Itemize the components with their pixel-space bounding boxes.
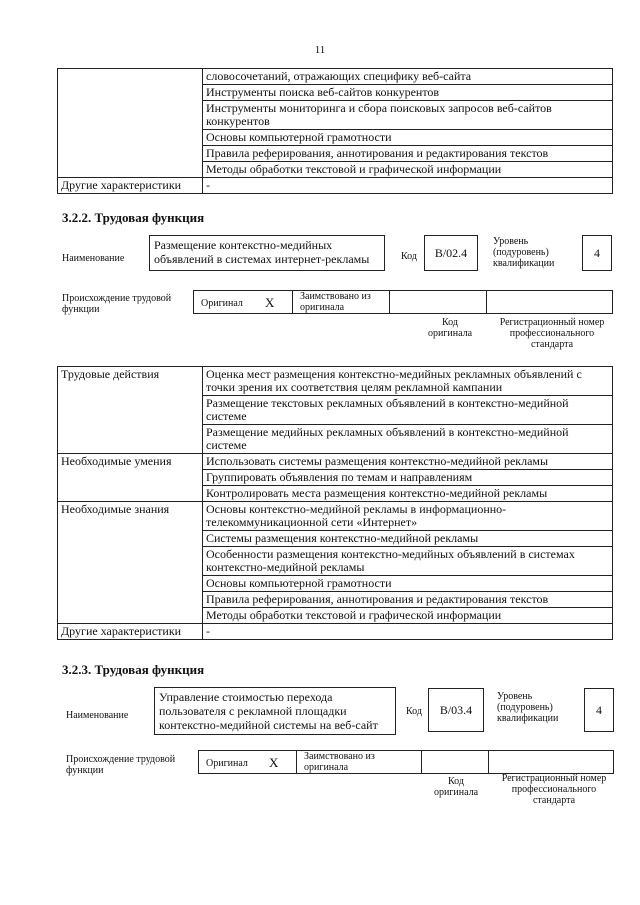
function-name: Управление стоимостью перехода пользователя с рекламной площадки контекстно-медийной системы на веб-сайт (154, 687, 396, 735)
level-label: Уровень (подуровень) квалификации (493, 236, 555, 269)
other-value: - (203, 624, 613, 640)
top-table (57, 68, 613, 194)
page-number: 11 (314, 44, 326, 56)
table-row: Контролировать места размещения контекстно-медийной рекламы (203, 486, 613, 502)
table-row: Инструменты поиска веб-сайтов конкурентов (203, 85, 613, 101)
code-value: B/03.4 (428, 688, 484, 732)
other-label: Другие характеристики (58, 178, 203, 194)
table-row: Оценка мест размещения контекстно-медийных рекламных объявлений с точки зрения их соответствия целям рекламной кампании (203, 367, 613, 396)
other-value: - (203, 178, 613, 194)
table-row: Правила реферирования, аннотирования и редактирования текстов (203, 146, 613, 162)
original-mark: X (269, 755, 279, 770)
table-row: Группировать объявления по темам и направлениям (203, 470, 613, 486)
original-label: Оригинал (206, 758, 248, 769)
original-label: Оригинал (201, 298, 243, 309)
table-row: Размещение текстовых рекламных объявлений в контекстно-медийной системе (203, 396, 613, 425)
actions-label: Трудовые действия (58, 367, 203, 454)
other-label: Другие характеристики (58, 624, 203, 640)
origin-label: Происхождение трудовой функции (62, 293, 172, 315)
code-original-label: Код оригинала (427, 317, 473, 339)
section-heading: 3.2.3. Трудовая функция (62, 662, 205, 677)
divider (389, 290, 390, 314)
section-heading: 3.2.2. Трудовая функция (62, 210, 205, 225)
registration-label: Регистрационный номер профессионального стандарта (499, 317, 605, 350)
function-name: Размещение контекстно-медийных объявлений в системах интернет-рекламы (149, 235, 385, 271)
knowledge-label: Необходимые знания (58, 502, 203, 624)
divider (421, 750, 422, 774)
name-label: Наименование (66, 710, 129, 721)
table-row: Размещение медийных рекламных объявлений в контекстно-медийной системе (203, 425, 613, 454)
divider (292, 290, 293, 314)
skills-label: Необходимые умения (58, 454, 203, 502)
original-mark: X (265, 295, 275, 310)
table-row: Основы компьютерной грамотности (203, 130, 613, 146)
table-row: Использовать системы размещения контекстно-медийной рекламы (203, 454, 613, 470)
code-value: B/02.4 (424, 235, 478, 271)
borrowed-label: Заимствовано из оригинала (304, 751, 375, 773)
table-row: Основы компьютерной грамотности (203, 576, 613, 592)
code-label: Код (406, 706, 422, 717)
empty-label-cell (58, 69, 203, 178)
divider (488, 750, 489, 774)
table-row: Правила реферирования, аннотирования и редактирования текстов (203, 592, 613, 608)
table-row: Инструменты мониторинга и сбора поисковых запросов веб-сайтов конкурентов (203, 101, 613, 130)
code-original-label: Код оригинала (433, 776, 479, 798)
origin-box (193, 290, 613, 314)
table-row: словосочетаний, отражающих специфику веб-сайта (203, 69, 613, 85)
borrowed-label: Заимствовано из оригинала (300, 291, 371, 313)
level-value: 4 (584, 688, 614, 732)
table-row: Системы размещения контекстно-медийной рекламы (203, 531, 613, 547)
function-table (57, 366, 613, 640)
registration-label: Регистрационный номер профессионального стандарта (501, 773, 607, 806)
code-label: Код (401, 251, 417, 262)
divider (296, 750, 297, 774)
origin-label: Происхождение трудовой функции (66, 754, 176, 776)
table-row: Методы обработки текстовой и графической информации (203, 608, 613, 624)
level-value: 4 (582, 235, 612, 271)
table-row: Основы контекстно-медийной рекламы в информационно-телекоммуникационной сети «Интернет» (203, 502, 613, 531)
name-label: Наименование (62, 253, 125, 264)
level-label: Уровень (подуровень) квалификации (497, 691, 559, 724)
table-row: Методы обработки текстовой и графической информации (203, 162, 613, 178)
divider (486, 290, 487, 314)
table-row: Особенности размещения контекстно-медийных объявлений в системах контекстно-медийной рекламы (203, 547, 613, 576)
